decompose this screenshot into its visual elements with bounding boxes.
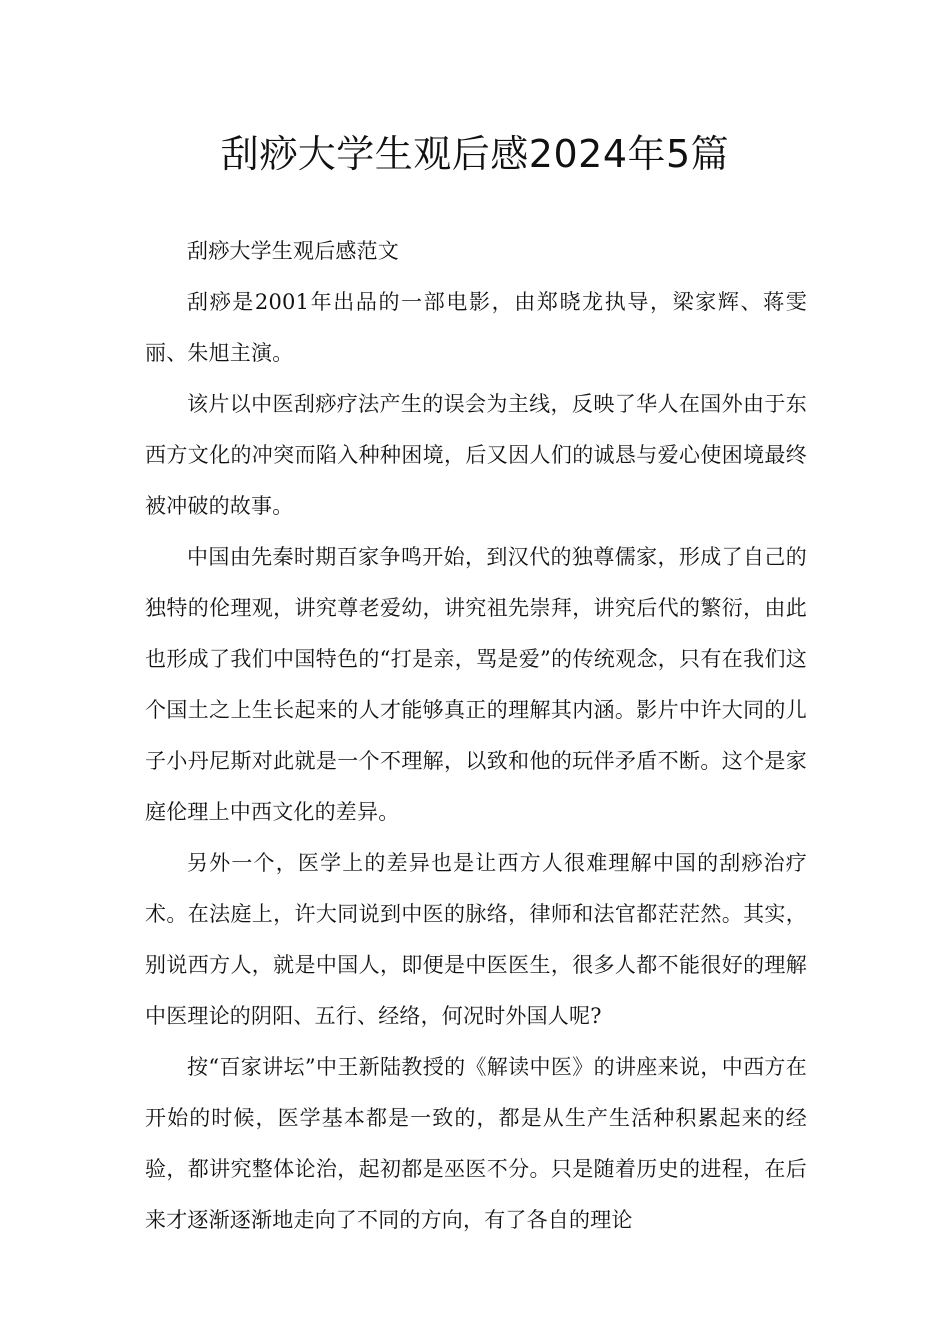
paragraph: 刮痧是2001年出品的一部电影，由郑晓龙执导，梁家辉、蒋雯丽、朱旭主演。 bbox=[145, 290, 807, 365]
paragraph: 另外一个，医学上的差异也是让西方人很难理解中国的刮痧治疗术。在法庭上，许大同说到中医的脉络，律师和法官都茫茫然。其实，别说西方人，就是中国人，即便是中医医生，很多人都不能很好的理解中医理论的阴阳、五行、经络，何况时外国人呢? bbox=[145, 851, 807, 1028]
subtitle-paragraph: 刮痧大学生观后感范文 bbox=[187, 239, 399, 263]
document-title: 刮痧大学生观后感2024年5篇 bbox=[220, 132, 730, 176]
document-body bbox=[145, 226, 807, 1246]
paragraph: 中国由先秦时期百家争鸣开始，到汉代的独尊儒家，形成了自己的独特的伦理观，讲究尊老爱幼，讲究祖先崇拜，讲究后代的繁衍，由此也形成了我们中国特色的“打是亲，骂是爱”的传统观念，只有在我们这个国土之上生长起来的人才能够真正的理解其内涵。影片中许大同的儿子小丹尼斯对此就是一个不理解，以致和他的玩伴矛盾不断。这个是家庭伦理上中西文化的差异。 bbox=[145, 545, 807, 824]
paragraph: 该片以中医刮痧疗法产生的误会为主线，反映了华人在国外由于东西方文化的冲突而陷入种种困境，后又因人们的诚恳与爱心使困境最终被冲破的故事。 bbox=[145, 392, 807, 518]
paragraph: 按“百家讲坛”中王新陆教授的《解读中医》的讲座来说，中西方在开始的时候，医学基本都是一致的，都是从生产生活种积累起来的经验，都讲究整体论治，起初都是巫医不分。只是随着历史的进程，在后来才逐渐逐渐地走向了不同的方向，有了各自的理论 bbox=[145, 1055, 807, 1232]
